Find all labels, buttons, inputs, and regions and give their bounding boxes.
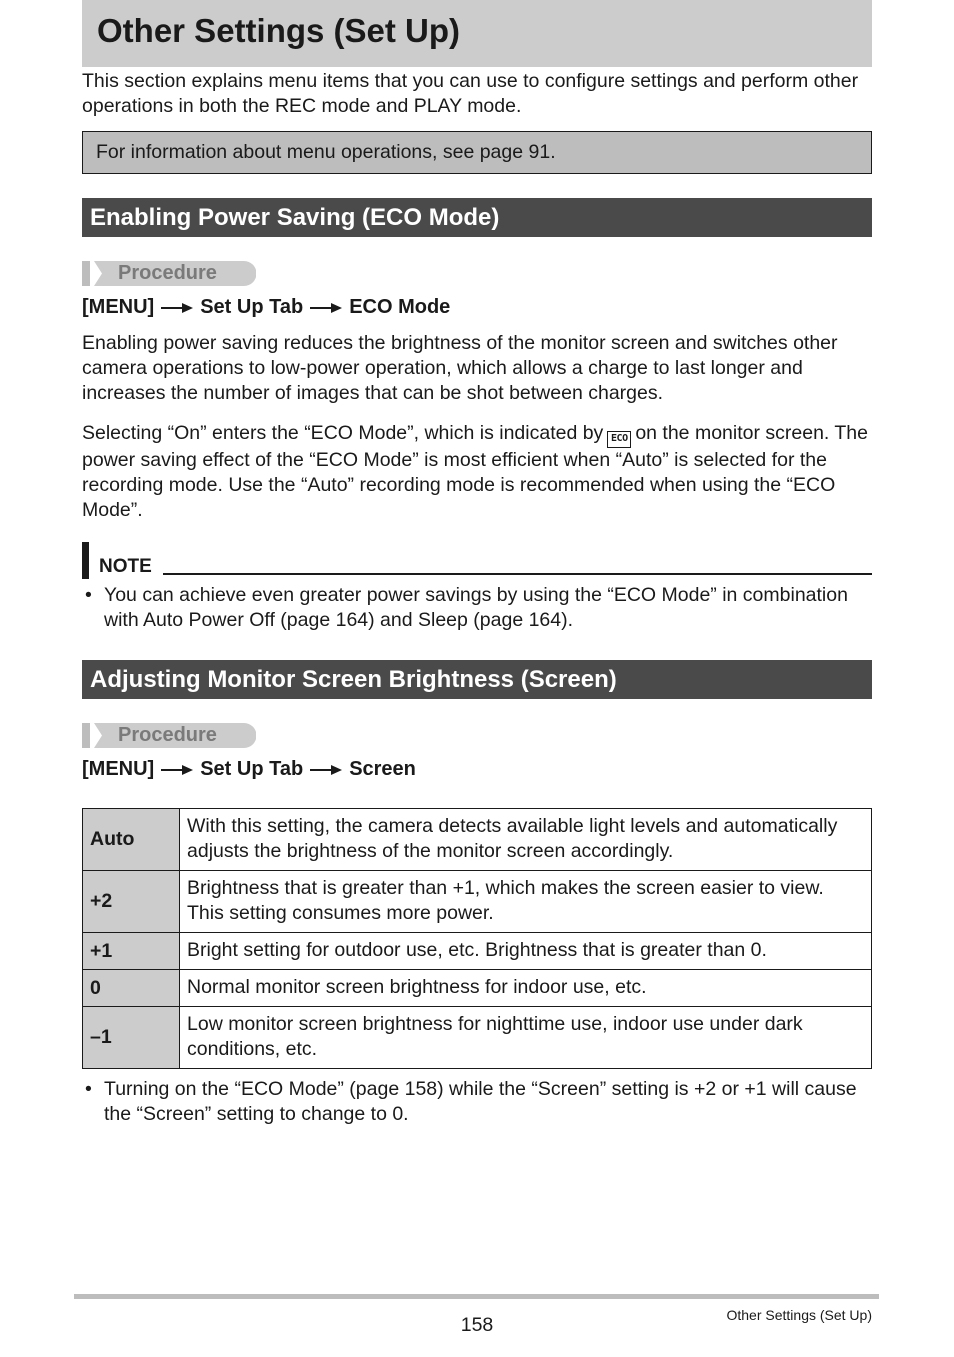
eco-section-header (82, 198, 872, 237)
menu-path-step: ECO Mode (349, 296, 451, 318)
eco-mode-icon: ECO (607, 431, 631, 448)
table-row (83, 809, 872, 871)
note-marker (82, 542, 89, 579)
setting-key: Auto (83, 809, 180, 871)
table-row (83, 1007, 872, 1069)
setting-key: –1 (83, 1007, 180, 1069)
setting-description: Low monitor screen brightness for nighttime use, indoor use under dark conditions, etc. (180, 1007, 872, 1069)
screen-section-header (82, 660, 872, 699)
bullet-icon: • (85, 584, 92, 606)
arrow-right-icon (160, 301, 194, 315)
screen-menu-path (82, 758, 416, 781)
page-title: Other Settings (Set Up) (97, 12, 461, 49)
procedure-label: Procedure (118, 724, 217, 746)
procedure-label: Procedure (118, 262, 217, 284)
note-bullet-text: You can achieve even greater power savings by using the “ECO Mode” in combination with Auto Power Off (page 164) and Sleep (page 164). (104, 584, 848, 631)
eco-paragraph-2-end: on the monitor screen. The power saving effect of the “ECO Mode” is most efficient when “Auto” is selected for the recording mode. Use the “Auto” recording mode is recommended when using the “ECO Mode”. (82, 422, 868, 521)
eco-procedure-tab (82, 261, 256, 286)
setting-description: Bright setting for outdoor use, etc. Brightness that is greater than 0. (180, 933, 872, 970)
setting-key: +2 (83, 871, 180, 933)
screen-section-heading: Adjusting Monitor Screen Brightness (Screen) (90, 666, 617, 693)
page-title-bar (82, 0, 872, 67)
eco-paragraph-2-start: Selecting “On” enters the “ECO Mode”, which is indicated by (82, 422, 604, 444)
setting-description: With this setting, the camera detects available light levels and automatically adjusts the brightness of the monitor screen accordingly. (180, 809, 872, 871)
eco-paragraph-2 (82, 421, 872, 523)
menu-path-step: [MENU] (82, 758, 155, 780)
brightness-table (82, 808, 872, 1069)
setting-key: +1 (83, 933, 180, 970)
bullet-icon: • (85, 1078, 92, 1100)
info-box-text: For information about menu operations, see page 91. (96, 141, 556, 163)
footer-divider (74, 1294, 879, 1299)
eco-menu-path (82, 296, 450, 319)
arrow-right-icon (309, 763, 343, 777)
screen-procedure-tab (82, 723, 256, 748)
note-label: NOTE (99, 556, 152, 577)
setting-key: 0 (83, 970, 180, 1007)
menu-path-step: Set Up Tab (200, 758, 304, 780)
table-row (83, 970, 872, 1007)
info-box (82, 131, 872, 174)
eco-section-heading: Enabling Power Saving (ECO Mode) (90, 204, 500, 231)
setting-description: Normal monitor screen brightness for indoor use, etc. (180, 970, 872, 1007)
page-number: 158 (460, 1314, 494, 1336)
menu-path-step: Set Up Tab (200, 296, 304, 318)
setting-description: Brightness that is greater than +1, which makes the screen easier to view. This setting consumes more power. (180, 871, 872, 933)
note-divider (163, 573, 872, 575)
table-row (83, 933, 872, 970)
eco-paragraph-1: Enabling power saving reduces the brightness of the monitor screen and switches other camera operations to low-power operation, which allows a charge to last longer and increases the number of images that can be shot between charges. (82, 332, 838, 404)
table-row (83, 871, 872, 933)
intro-paragraph: This section explains menu items that you can use to configure settings and perform other operations in both the REC mode and PLAY mode. (82, 70, 859, 117)
screen-bullet-text: Turning on the “ECO Mode” (page 158) while the “Screen” setting is +2 or +1 will cause the “Screen” setting to change to 0. (104, 1078, 857, 1125)
arrow-right-icon (309, 301, 343, 315)
running-title: Other Settings (Set Up) (726, 1307, 872, 1323)
arrow-right-icon (160, 763, 194, 777)
menu-path-step: Screen (349, 758, 416, 780)
menu-path-step: [MENU] (82, 296, 155, 318)
